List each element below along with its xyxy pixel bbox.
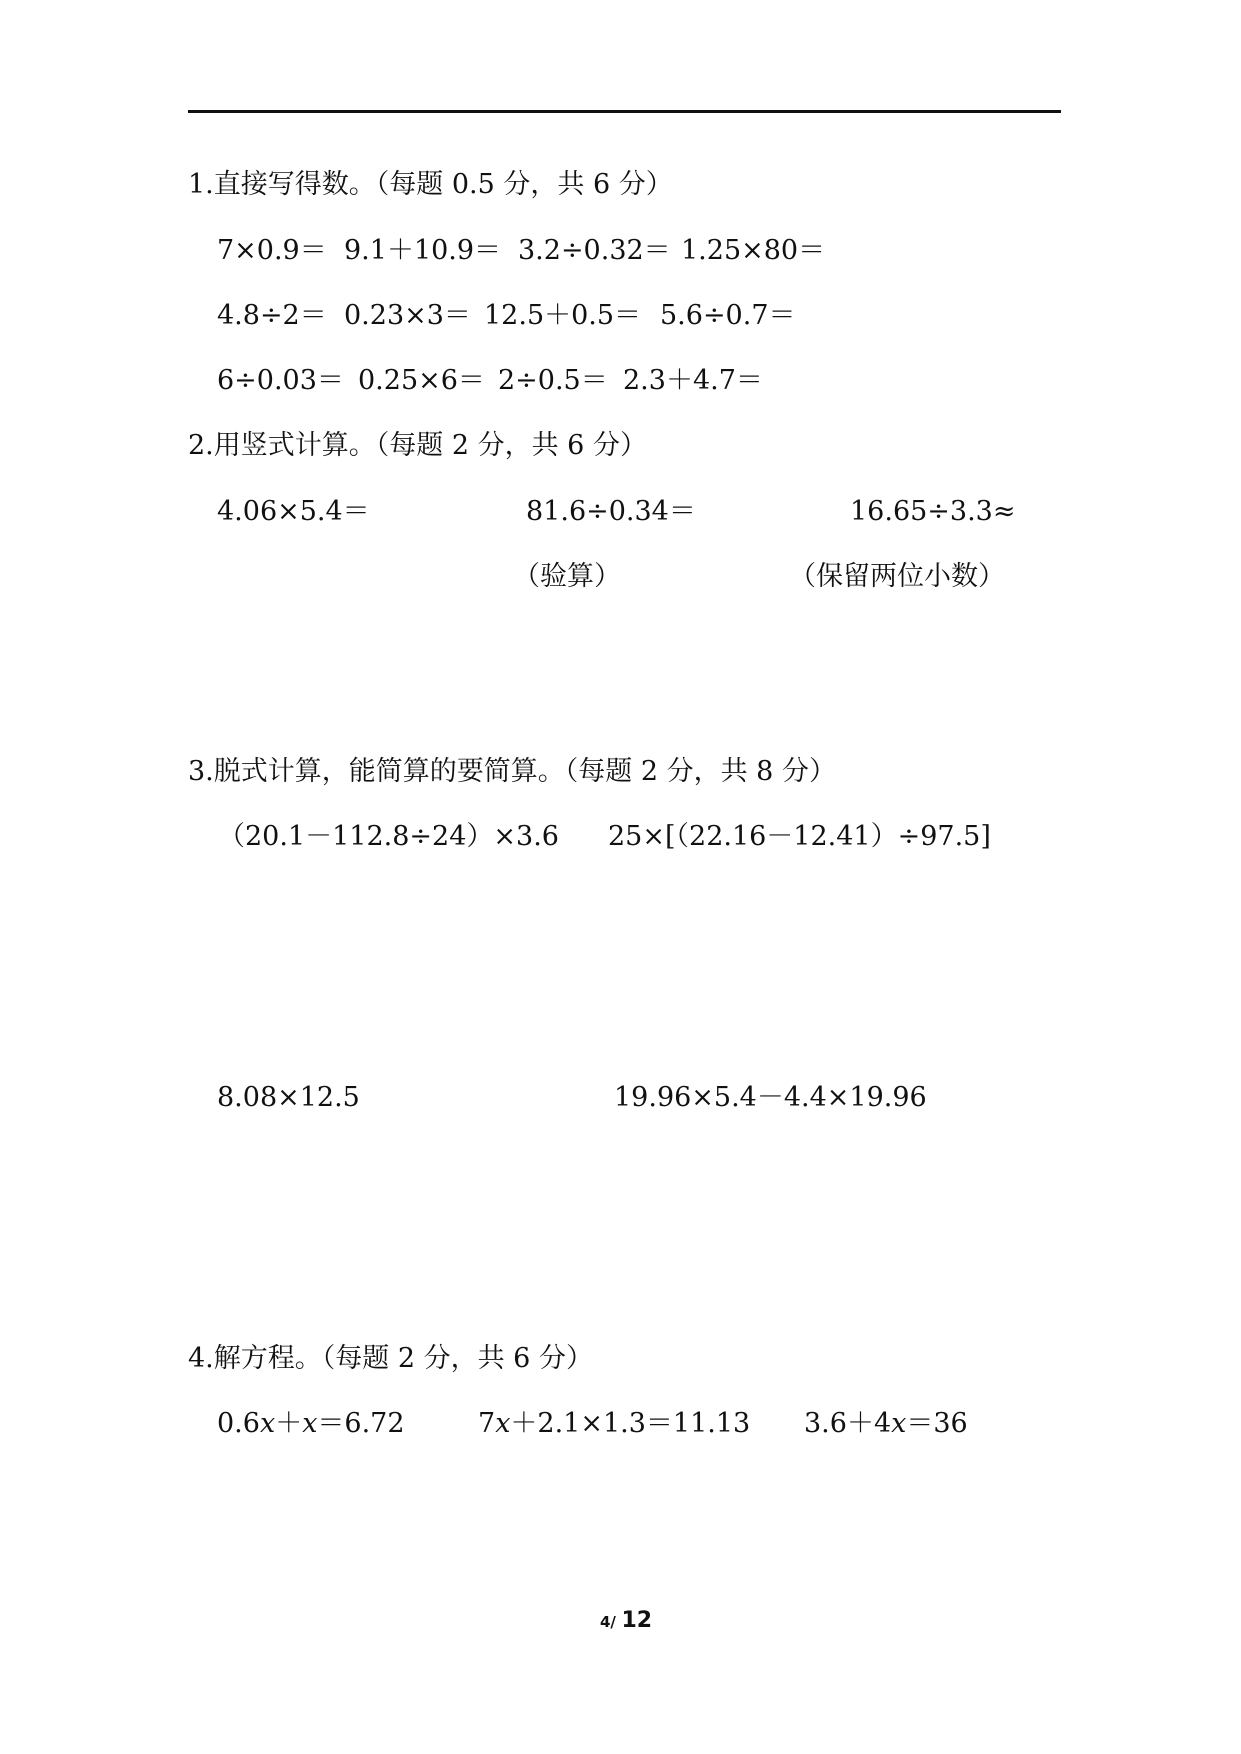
s3-problem-3: 8.08×12.5 [217,1082,360,1113]
page-current: 4/ [600,1613,616,1631]
s3-problem-1: （20.1－112.8÷24）×3.6 [218,821,559,852]
eq2-var: x [495,1408,511,1439]
s4-equation-3 [804,1407,968,1441]
s1-r3-c4: 2.3＋4.7＝ [623,365,763,396]
s1-r1-c2: 9.1＋10.9＝ [344,235,502,266]
page-number [600,1608,652,1633]
section-1-title: 1.直接写得数。（每题 0.5 分，共 6 分） [188,169,673,200]
s2-problem-3: 16.65÷3.3≈ [850,496,1016,527]
eq1-part-b: ＋ [275,1408,303,1439]
s1-r2-c1: 4.8÷2＝ [217,300,327,331]
s3-problem-4: 19.96×5.4－4.4×19.96 [614,1082,927,1113]
s2-note-round: （保留两位小数） [789,561,1005,592]
s2-problem-2: 81.6÷0.34＝ [526,496,696,527]
s1-r1-c4: 1.25×80＝ [681,235,826,266]
s2-note-check: （验算） [513,561,621,592]
s1-r2-c2: 0.23×3＝ [344,300,471,331]
s1-r3-c1: 6÷0.03＝ [217,365,344,396]
page-total: 12 [621,1608,653,1633]
s1-r3-c2: 0.25×6＝ [358,365,485,396]
top-rule [188,110,1061,113]
eq2-part-b: ＋2.1×1.3＝11.13 [510,1408,751,1439]
eq2-part-a: 7 [478,1408,496,1439]
s4-equation-2 [478,1407,750,1441]
eq3-var: x [891,1408,907,1439]
s1-r2-c4: 5.6÷0.7＝ [660,300,796,331]
s4-equation-1 [217,1407,405,1441]
eq1-part-a: 0.6 [217,1408,260,1439]
eq1-var-1: x [259,1408,276,1439]
s2-problem-1: 4.06×5.4＝ [217,496,370,527]
eq1-part-c: ＝6.72 [317,1408,405,1439]
eq3-part-b: ＝36 [906,1408,968,1439]
eq1-var-2: x [302,1408,318,1439]
s1-r2-c3: 12.5＋0.5＝ [484,300,642,331]
s1-r1-c3: 3.2÷0.32＝ [518,235,671,266]
section-4-title: 4.解方程。（每题 2 分，共 6 分） [188,1343,593,1374]
section-2-title: 2.用竖式计算。（每题 2 分，共 6 分） [188,430,647,461]
s1-r3-c3: 2÷0.5＝ [498,365,608,396]
eq3-part-a: 3.6＋4 [804,1408,892,1439]
s3-problem-2: 25×[（22.16－12.41）÷97.5] [608,821,991,852]
section-3-title: 3.脱式计算，能简算的要简算。（每题 2 分，共 8 分） [188,756,836,787]
s1-r1-c1: 7×0.9＝ [217,235,327,266]
